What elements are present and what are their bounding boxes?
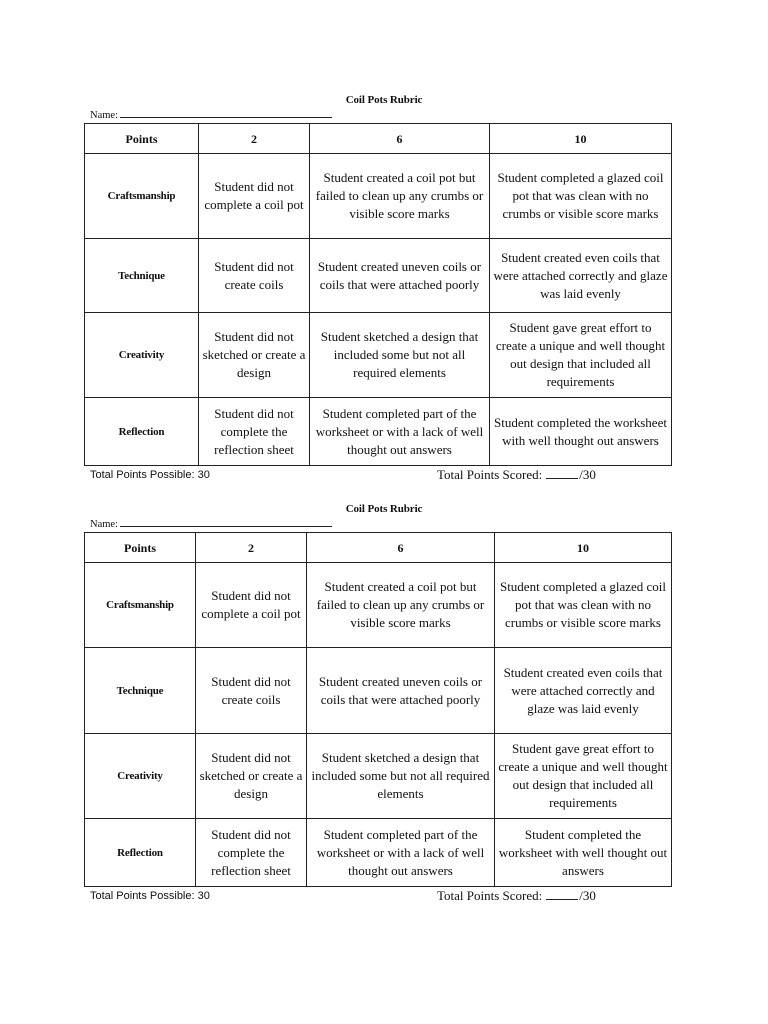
criterion-reflection: Reflection — [85, 398, 199, 466]
cell-score-2: Student did not complete a coil pot — [199, 154, 310, 239]
header-score-6: 6 — [310, 124, 490, 154]
cell-score-2: Student did not create coils — [196, 648, 307, 734]
header-points: Points — [85, 124, 199, 154]
total-points-scored — [437, 467, 596, 482]
criterion-technique: Technique — [85, 648, 196, 734]
cell-score-6: Student created uneven coils or coils that were attached poorly — [307, 648, 495, 734]
table-row — [85, 313, 672, 398]
cell-score-2: Student did not complete the reflection sheet — [199, 398, 310, 466]
cell-score-6: Student created uneven coils or coils that were attached poorly — [310, 239, 490, 313]
total-points-possible: Total Points Possible: 30 — [90, 890, 210, 902]
cell-score-10: Student completed a glazed coil pot that was clean with no crumbs or visible score marks — [490, 154, 672, 239]
cell-score-2: Student did not sketched or create a design — [196, 734, 307, 819]
header-score-2: 2 — [196, 533, 307, 563]
cell-score-2: Student did not sketched or create a design — [199, 313, 310, 398]
name-label: Name: — [90, 519, 118, 530]
score-blank-line — [546, 888, 578, 900]
header-row — [85, 533, 672, 563]
cell-score-6: Student sketched a design that included some but not all required elements — [307, 734, 495, 819]
header-points: Points — [85, 533, 196, 563]
total-points-scored — [437, 888, 596, 903]
rubric-table — [84, 123, 672, 466]
header-score-6: 6 — [307, 533, 495, 563]
total-scored-label: Total Points Scored: — [437, 467, 543, 482]
cell-score-10: Student created even coils that were attached correctly and glaze was laid evenly — [495, 648, 672, 734]
table-row — [85, 648, 672, 734]
total-scored-suffix: /30 — [579, 888, 596, 903]
criterion-craftsmanship: Craftsmanship — [85, 154, 199, 239]
table-row — [85, 563, 672, 648]
cell-score-2: Student did not complete the reflection sheet — [196, 819, 307, 887]
criterion-creativity: Creativity — [85, 313, 199, 398]
table-row — [85, 154, 672, 239]
cell-score-6: Student completed part of the worksheet or with a lack of well thought out answers — [307, 819, 495, 887]
name-field — [90, 518, 332, 531]
name-field — [90, 109, 332, 122]
total-points-possible: Total Points Possible: 30 — [90, 469, 210, 481]
total-scored-suffix: /30 — [579, 467, 596, 482]
cell-score-2: Student did not complete a coil pot — [196, 563, 307, 648]
header-score-10: 10 — [490, 124, 672, 154]
criterion-craftsmanship: Craftsmanship — [85, 563, 196, 648]
table-row — [85, 398, 672, 466]
cell-score-6: Student created a coil pot but failed to clean up any crumbs or visible score marks — [310, 154, 490, 239]
cell-score-2: Student did not create coils — [199, 239, 310, 313]
criterion-technique: Technique — [85, 239, 199, 313]
table-row — [85, 239, 672, 313]
table-row — [85, 819, 672, 887]
header-score-2: 2 — [199, 124, 310, 154]
cell-score-10: Student completed the worksheet with well thought out answers — [490, 398, 672, 466]
cell-score-6: Student completed part of the worksheet or with a lack of well thought out answers — [310, 398, 490, 466]
cell-score-10: Student completed a glazed coil pot that was clean with no crumbs or visible score marks — [495, 563, 672, 648]
criterion-creativity: Creativity — [85, 734, 196, 819]
cell-score-6: Student created a coil pot but failed to clean up any crumbs or visible score marks — [307, 563, 495, 648]
rubric-table — [84, 532, 672, 887]
cell-score-10: Student completed the worksheet with well thought out answers — [495, 819, 672, 887]
cell-score-6: Student sketched a design that included some but not all required elements — [310, 313, 490, 398]
score-blank-line — [546, 467, 578, 479]
header-row — [85, 124, 672, 154]
name-label: Name: — [90, 110, 118, 121]
rubric-title: Coil Pots Rubric — [345, 503, 423, 515]
name-blank-line — [120, 109, 332, 118]
criterion-reflection: Reflection — [85, 819, 196, 887]
rubric-title: Coil Pots Rubric — [345, 94, 423, 106]
name-blank-line — [120, 518, 332, 527]
header-score-10: 10 — [495, 533, 672, 563]
total-scored-label: Total Points Scored: — [437, 888, 543, 903]
cell-score-10: Student created even coils that were attached correctly and glaze was laid evenly — [490, 239, 672, 313]
cell-score-10: Student gave great effort to create a unique and well thought out design that included all requirements — [495, 734, 672, 819]
table-row — [85, 734, 672, 819]
cell-score-10: Student gave great effort to create a unique and well thought out design that included all requirements — [490, 313, 672, 398]
